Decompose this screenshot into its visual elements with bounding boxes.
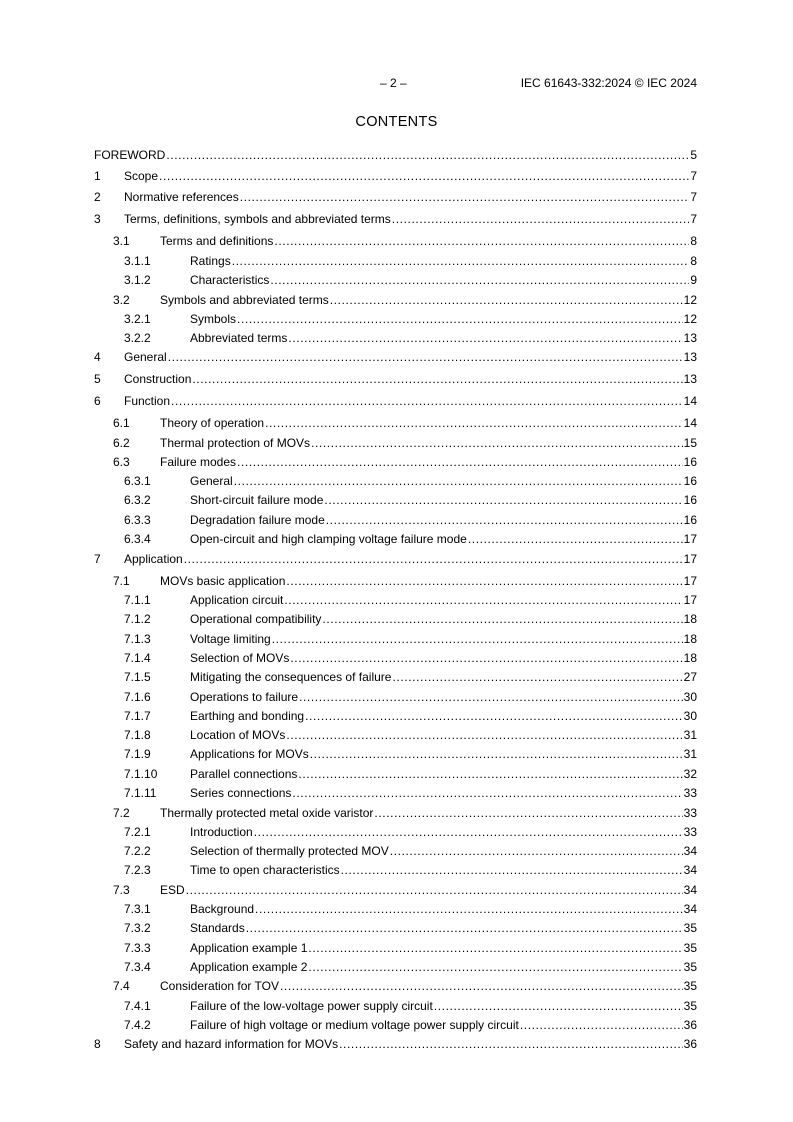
toc-entry[interactable]	[0, 573, 793, 589]
toc-entry[interactable]	[0, 168, 793, 184]
toc-entry[interactable]	[0, 454, 793, 470]
toc-entry-number: 8	[94, 1037, 101, 1051]
toc-dot-leader	[468, 531, 683, 547]
toc-dot-leader	[192, 371, 682, 387]
toc-entry-number: 6.1	[113, 416, 130, 430]
toc-entry-number: 7.1.6	[124, 690, 151, 704]
toc-entry[interactable]	[0, 978, 793, 994]
toc-entry-title: Function	[124, 394, 171, 408]
toc-dot-leader	[237, 454, 683, 470]
toc-entry-number: 7.3.3	[124, 941, 151, 955]
toc-entry-page: 17	[683, 574, 697, 588]
toc-entry[interactable]	[0, 330, 793, 346]
toc-dot-leader	[520, 1017, 683, 1033]
toc-entry-page: 16	[683, 474, 697, 488]
toc-entry[interactable]	[0, 862, 793, 878]
toc-dot-leader	[392, 211, 690, 227]
toc-dot-leader	[270, 272, 689, 288]
toc-entry-title: ESD	[160, 883, 185, 897]
toc-entry-page: 16	[683, 513, 697, 527]
toc-dot-leader	[299, 689, 683, 705]
toc-entry-number: 6	[94, 394, 101, 408]
toc-entry-number: 7	[94, 552, 101, 566]
toc-entry-number: 7.4.2	[124, 1018, 151, 1032]
toc-entry-page: 35	[683, 979, 697, 993]
toc-entry[interactable]	[0, 415, 793, 431]
toc-entry-title: Application circuit	[190, 593, 284, 607]
toc-dot-leader	[292, 785, 682, 801]
toc-entry[interactable]	[0, 253, 793, 269]
toc-entry-page: 9	[690, 273, 697, 287]
toc-entry-page: 34	[683, 902, 697, 916]
toc-dot-leader	[265, 415, 683, 431]
toc-dot-leader	[290, 650, 682, 666]
toc-entry[interactable]	[0, 940, 793, 956]
toc-entry-page: 16	[683, 493, 697, 507]
toc-entry-page: 30	[683, 709, 697, 723]
toc-entry-number: 4	[94, 350, 101, 364]
toc-entry-title: Location of MOVs	[190, 728, 286, 742]
toc-entry-page: 35	[683, 999, 697, 1013]
toc-entry-page: 27	[683, 670, 697, 684]
toc-entry-page: 8	[690, 234, 697, 248]
toc-entry-page: 18	[683, 612, 697, 626]
toc-entry-number: 7.3.2	[124, 921, 151, 935]
toc-entry-page: 16	[683, 455, 697, 469]
toc-entry-number: 3	[94, 212, 101, 226]
toc-entry-page: 17	[683, 593, 697, 607]
toc-entry-title: Operational compatibility	[190, 612, 322, 626]
toc-dot-leader	[434, 998, 683, 1014]
toc-entry-page: 34	[683, 863, 697, 877]
toc-entry-number: 3.1.1	[124, 254, 151, 268]
toc-entry-number: 7.1.11	[124, 786, 157, 800]
toc-entry-title: Application example 2	[190, 960, 308, 974]
toc-entry-page: 18	[683, 632, 697, 646]
toc-entry-title: Selection of MOVs	[190, 651, 290, 665]
toc-entry-title: Standards	[190, 921, 245, 935]
toc-entry[interactable]	[0, 766, 793, 782]
page-number: – 2 –	[380, 76, 407, 90]
toc-entry-title: Application	[124, 552, 183, 566]
toc-entry-number: 7.1.10	[124, 767, 158, 781]
toc-entry-title: Failure of the low-voltage power supply circuit	[190, 999, 433, 1013]
toc-entry[interactable]	[0, 1017, 793, 1033]
toc-entry-number: 6.3.2	[124, 493, 151, 507]
toc-entry[interactable]	[0, 349, 793, 365]
toc-dot-leader	[286, 727, 682, 743]
toc-dot-leader	[186, 882, 683, 898]
toc-entry-title: Failure modes	[160, 455, 237, 469]
toc-entry-page: 33	[683, 806, 697, 820]
toc-entry-number: 3.2.2	[124, 331, 151, 345]
toc-entry-title: Short-circuit failure mode	[190, 493, 324, 507]
toc-entry-number: 3.1.2	[124, 273, 151, 287]
toc-entry-title: General	[124, 350, 167, 364]
toc-dot-leader	[232, 253, 690, 269]
toc-entry-number: 7.1.5	[124, 670, 151, 684]
toc-entry[interactable]	[0, 920, 793, 936]
toc-entry-number: 7.1	[113, 574, 130, 588]
toc-dot-leader	[341, 862, 683, 878]
toc-entry-number: 7.1.9	[124, 747, 151, 761]
toc-dot-leader	[374, 805, 682, 821]
toc-entry[interactable]	[0, 147, 793, 163]
toc-entry-page: 32	[683, 767, 697, 781]
toc-dot-leader	[159, 168, 689, 184]
toc-entry-number: 7.1.4	[124, 651, 151, 665]
toc-entry-number: 6.3	[113, 455, 130, 469]
toc-entry-number: 6.3.3	[124, 513, 151, 527]
toc-dot-leader	[280, 978, 683, 994]
toc-entry-page: 35	[683, 941, 697, 955]
toc-dot-leader	[308, 959, 682, 975]
toc-entry-title: FOREWORD	[94, 148, 166, 162]
toc-entry[interactable]	[0, 531, 793, 547]
toc-entry-number: 7.1.8	[124, 728, 151, 742]
toc-entry-page: 12	[683, 312, 697, 326]
toc-entry-title: Characteristics	[190, 273, 270, 287]
toc-entry-number: 7.2.2	[124, 844, 151, 858]
toc-entry[interactable]	[0, 959, 793, 975]
toc-entry-page: 12	[683, 293, 697, 307]
toc-entry-number: 7.1.1	[124, 593, 151, 607]
toc-dot-leader	[168, 349, 683, 365]
toc-entry-page: 17	[683, 532, 697, 546]
toc-dot-leader	[310, 746, 683, 762]
toc-entry-title: Background	[190, 902, 255, 916]
toc-entry-number: 6.3.1	[124, 474, 151, 488]
toc-entry[interactable]	[0, 843, 793, 859]
toc-entry-title: Terms, definitions, symbols and abbreviated terms	[124, 212, 391, 226]
toc-entry-page: 14	[683, 394, 697, 408]
toc-entry-number: 7.1.2	[124, 612, 151, 626]
toc-entry-page: 36	[683, 1037, 697, 1051]
toc-entry-number: 1	[94, 169, 101, 183]
toc-dot-leader	[311, 435, 683, 451]
toc-entry-page: 5	[690, 148, 697, 162]
toc-entry-title: Mitigating the consequences of failure	[190, 670, 392, 684]
toc-entry[interactable]	[0, 746, 793, 762]
toc-entry[interactable]	[0, 785, 793, 801]
toc-dot-leader	[286, 573, 682, 589]
toc-entry-page: 31	[683, 747, 697, 761]
toc-dot-leader	[390, 843, 683, 859]
toc-entry-title: Symbols and abbreviated terms	[160, 293, 329, 307]
toc-entry-page: 13	[683, 350, 697, 364]
toc-entry-page: 7	[690, 169, 697, 183]
toc-entry-number: 7.1.7	[124, 709, 151, 723]
toc-dot-leader	[255, 901, 683, 917]
toc-dot-leader	[184, 551, 683, 567]
toc-entry-title: Degradation failure mode	[190, 513, 325, 527]
toc-entry-title: Consideration for TOV	[160, 979, 279, 993]
toc-dot-leader	[272, 631, 683, 647]
toc-dot-leader	[274, 233, 689, 249]
toc-dot-leader	[326, 512, 683, 528]
toc-entry[interactable]	[0, 435, 793, 451]
toc-dot-leader	[298, 766, 682, 782]
toc-entry-number: 6.3.4	[124, 532, 151, 546]
toc-entry-title: Scope	[124, 169, 159, 183]
toc-entry-number: 7.2.1	[124, 825, 151, 839]
toc-entry-page: 30	[683, 690, 697, 704]
toc-entry-number: 3.1	[113, 234, 130, 248]
toc-entry-page: 34	[683, 883, 697, 897]
toc-dot-leader	[171, 393, 683, 409]
toc-entry[interactable]	[0, 689, 793, 705]
toc-entry-page: 13	[683, 331, 697, 345]
toc-entry-title: Thermal protection of MOVs	[160, 436, 311, 450]
toc-entry[interactable]	[0, 512, 793, 528]
toc-entry-page: 14	[683, 416, 697, 430]
toc-entry[interactable]	[0, 998, 793, 1014]
toc-entry-title: Application example 1	[190, 941, 308, 955]
toc-entry[interactable]	[0, 727, 793, 743]
toc-entry[interactable]	[0, 492, 793, 508]
toc-entry-title: Ratings	[190, 254, 231, 268]
toc-entry[interactable]	[0, 611, 793, 627]
toc-entry-number: 5	[94, 372, 101, 386]
toc-entry-number: 6.2	[113, 436, 130, 450]
toc-entry-title: Selection of thermally protected MOV	[190, 844, 389, 858]
toc-entry-page: 36	[683, 1018, 697, 1032]
toc-dot-leader	[237, 311, 683, 327]
toc-entry-title: Parallel connections	[190, 767, 298, 781]
toc-entry-page: 13	[683, 372, 697, 386]
toc-dot-leader	[240, 189, 690, 205]
toc-entry[interactable]	[0, 551, 793, 567]
toc-entry[interactable]	[0, 272, 793, 288]
toc-dot-leader	[166, 147, 689, 163]
toc-entry-page: 34	[683, 844, 697, 858]
toc-entry[interactable]	[0, 311, 793, 327]
toc-entry-page: 35	[683, 960, 697, 974]
toc-entry-title: Series connections	[190, 786, 292, 800]
toc-dot-leader	[234, 473, 683, 489]
toc-entry-page: 33	[683, 825, 697, 839]
toc-entry-title: Symbols	[190, 312, 237, 326]
toc-entry-title: Voltage limiting	[190, 632, 271, 646]
toc-entry[interactable]	[0, 669, 793, 685]
toc-entry[interactable]	[0, 708, 793, 724]
toc-entry-title: Theory of operation	[160, 416, 265, 430]
toc-dot-leader	[330, 292, 683, 308]
toc-dot-leader	[322, 611, 682, 627]
toc-entry-number: 7.4.1	[124, 999, 151, 1013]
toc-entry[interactable]	[0, 592, 793, 608]
document-id: IEC 61643-332:2024 © IEC 2024	[520, 76, 697, 90]
toc-entry[interactable]	[0, 901, 793, 917]
toc-entry-number: 7.1.3	[124, 632, 151, 646]
toc-dot-leader	[246, 920, 683, 936]
toc-entry[interactable]	[0, 292, 793, 308]
toc-dot-leader	[392, 669, 682, 685]
toc-entry-title: Time to open characteristics	[190, 863, 340, 877]
toc-entry[interactable]	[0, 211, 793, 227]
toc-entry-page: 7	[690, 190, 697, 204]
toc-entry-number: 7.4	[113, 979, 130, 993]
toc-entry[interactable]	[0, 1036, 793, 1052]
toc-dot-leader	[339, 1036, 683, 1052]
toc-entry-page: 18	[683, 651, 697, 665]
toc-entry-title: Operations to failure	[190, 690, 299, 704]
toc-dot-leader	[254, 824, 683, 840]
toc-entry-title: Open-circuit and high clamping voltage failure mode	[190, 532, 467, 546]
toc-entry-title: Introduction	[190, 825, 253, 839]
toc-entry[interactable]	[0, 189, 793, 205]
toc-entry-number: 3.2.1	[124, 312, 151, 326]
toc-entry[interactable]	[0, 631, 793, 647]
toc-entry-number: 3.2	[113, 293, 130, 307]
toc-entry-title: Normative references	[124, 190, 239, 204]
toc-dot-leader	[305, 708, 683, 724]
toc-entry[interactable]	[0, 393, 793, 409]
toc-entry-title: Safety and hazard information for MOVs	[124, 1037, 339, 1051]
toc-entry-title: Applications for MOVs	[190, 747, 309, 761]
toc-entry-title: Terms and definitions	[160, 234, 274, 248]
toc-entry-title: General	[190, 474, 233, 488]
toc-entry-page: 35	[683, 921, 697, 935]
toc-entry-title: MOVs basic application	[160, 574, 286, 588]
toc-entry[interactable]	[0, 805, 793, 821]
toc-entry-page: 8	[690, 254, 697, 268]
toc-entry-number: 7.3.4	[124, 960, 151, 974]
toc-dot-leader	[324, 492, 682, 508]
toc-entry-number: 7.2.3	[124, 863, 151, 877]
toc-entry[interactable]	[0, 371, 793, 387]
toc-entry-title: Earthing and bonding	[190, 709, 305, 723]
toc-entry[interactable]	[0, 233, 793, 249]
toc-dot-leader	[308, 940, 682, 956]
toc-entry[interactable]	[0, 650, 793, 666]
toc-entry-page: 33	[683, 786, 697, 800]
toc-entry-number: 7.3	[113, 883, 130, 897]
toc-entry[interactable]	[0, 473, 793, 489]
toc-entry-page: 7	[690, 212, 697, 226]
toc-entry-title: Failure of high voltage or medium voltage power supply circuit	[190, 1018, 519, 1032]
contents-title: CONTENTS	[355, 114, 438, 130]
toc-entry-page: 15	[683, 436, 697, 450]
toc-entry[interactable]	[0, 882, 793, 898]
toc-entry-number: 2	[94, 190, 101, 204]
toc-entry-page: 17	[683, 552, 697, 566]
toc-entry-number: 7.2	[113, 806, 130, 820]
toc-entry-title: Abbreviated terms	[190, 331, 288, 345]
toc-dot-leader	[288, 330, 682, 346]
toc-entry-title: Thermally protected metal oxide varistor	[160, 806, 374, 820]
toc-entry[interactable]	[0, 824, 793, 840]
toc-entry-title: Construction	[124, 372, 192, 386]
toc-entry-page: 31	[683, 728, 697, 742]
toc-entry-number: 7.3.1	[124, 902, 151, 916]
toc-dot-leader	[284, 592, 682, 608]
